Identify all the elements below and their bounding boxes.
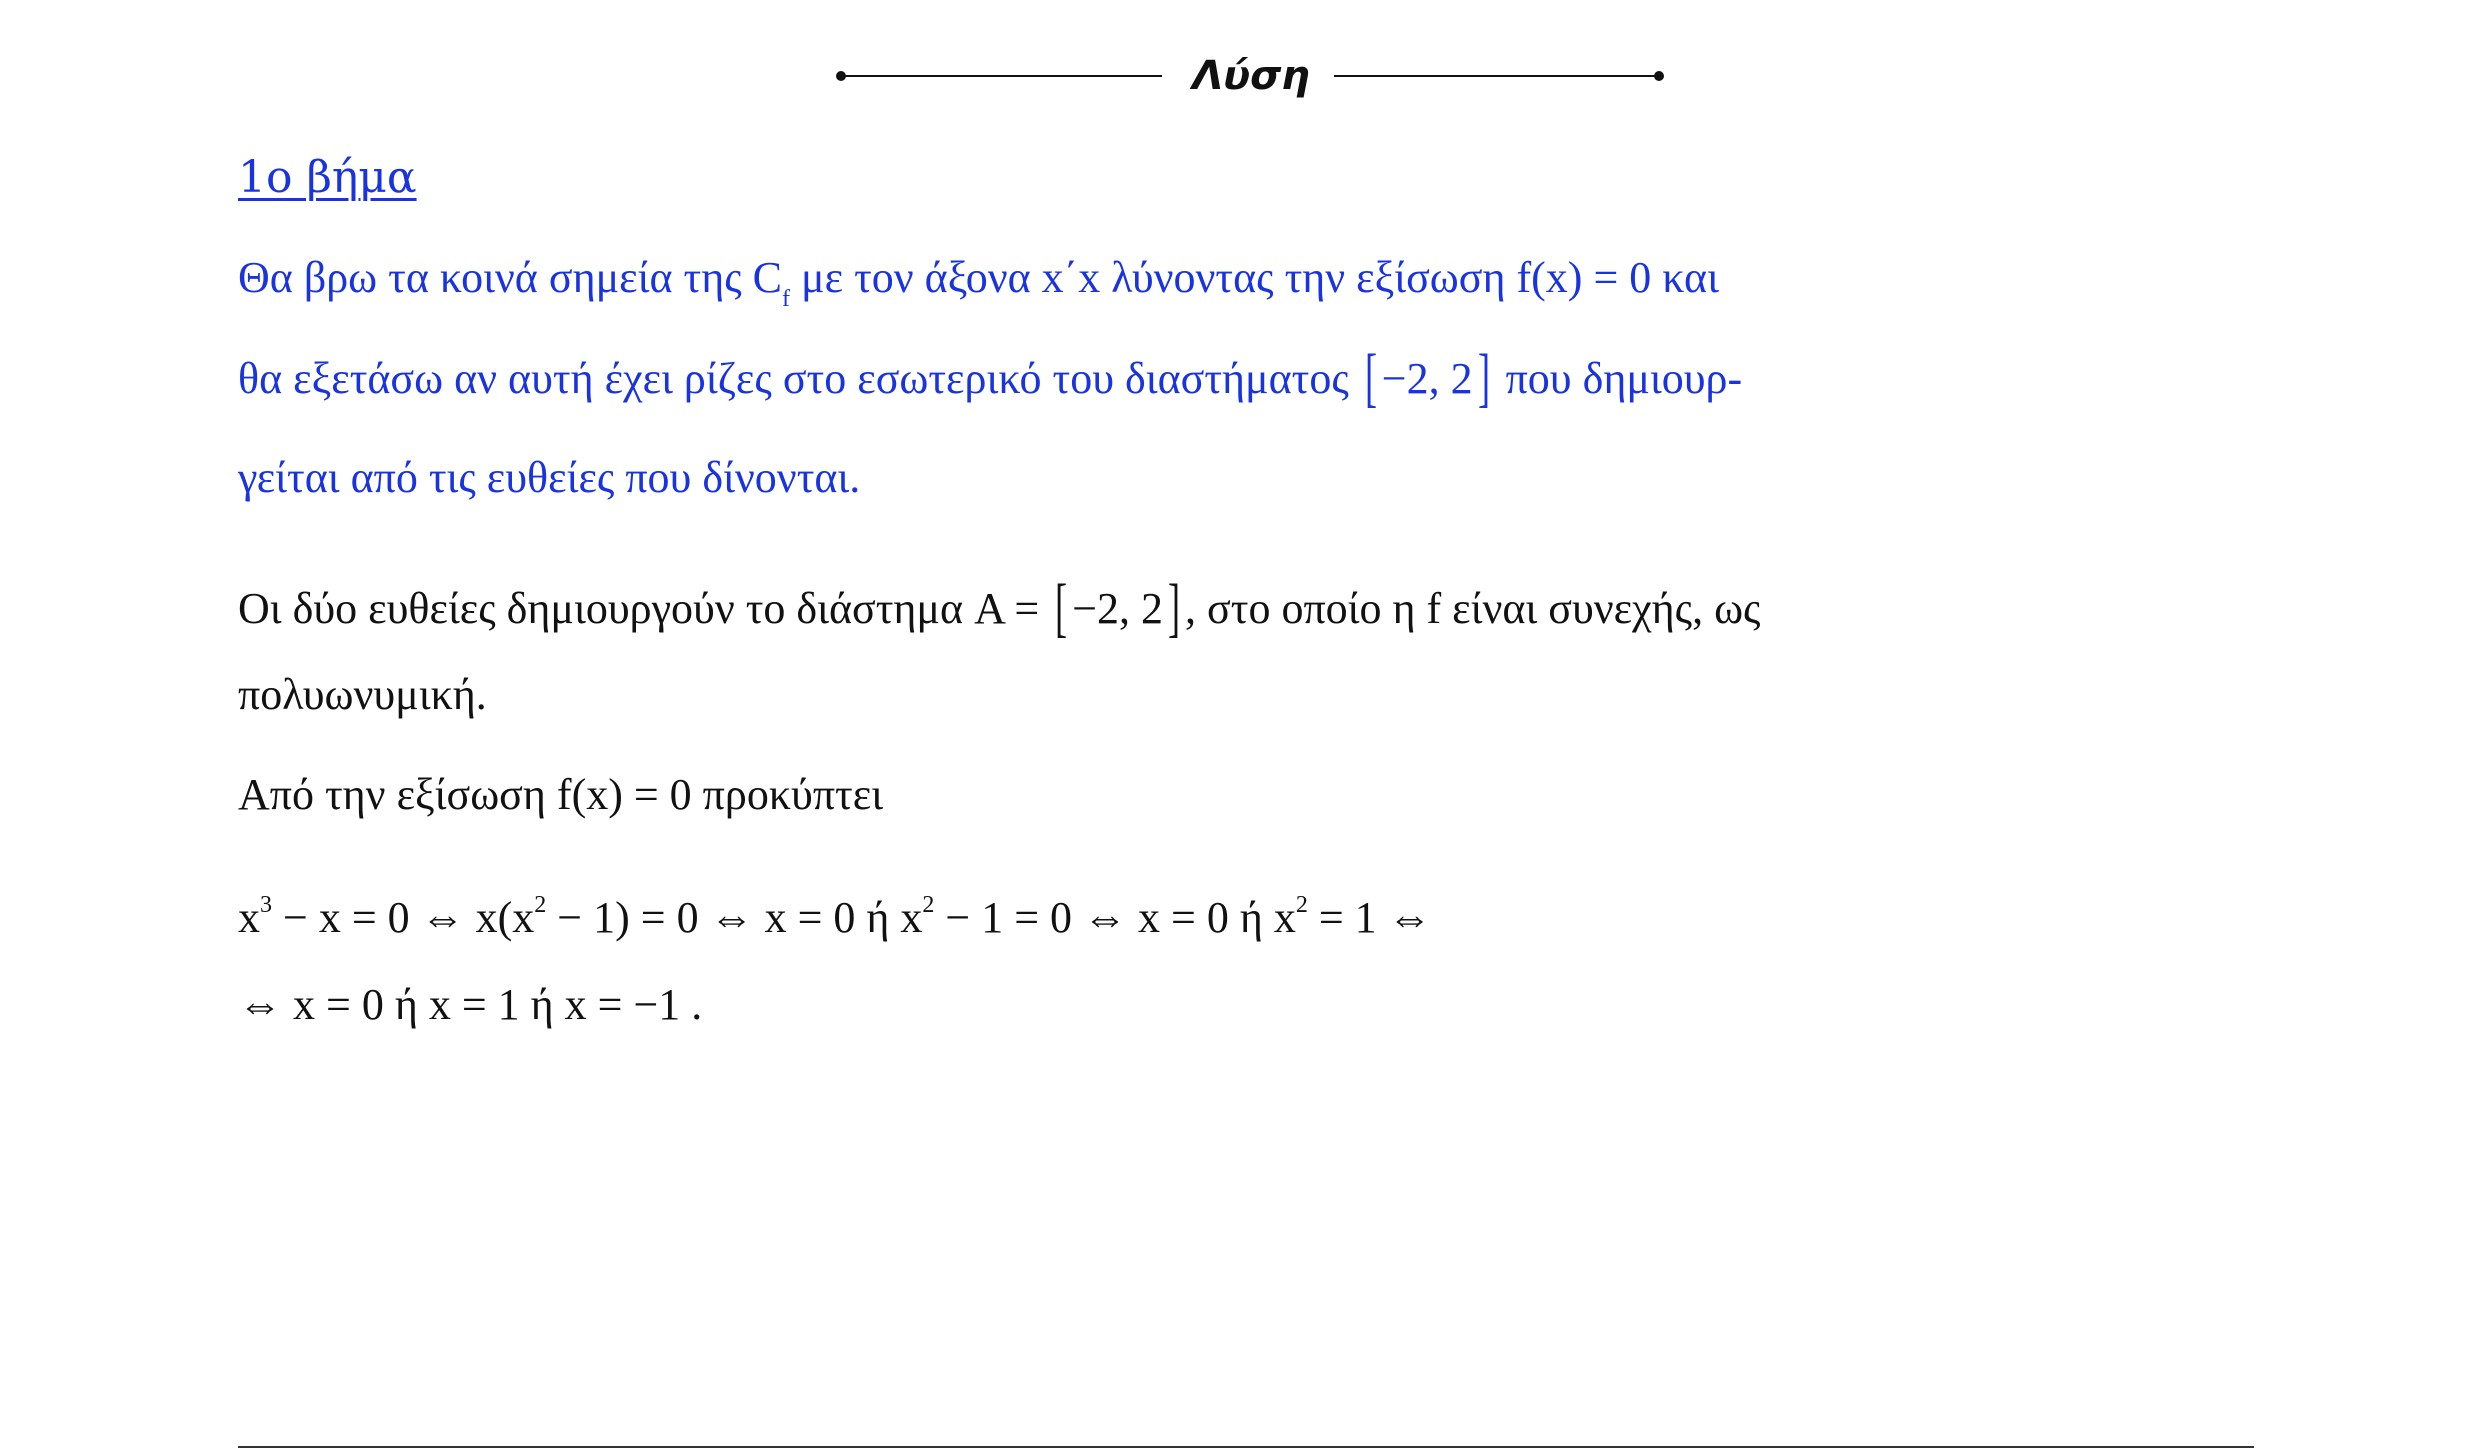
eq1-sup-1: 3 — [260, 892, 272, 918]
body-paragraph-2: Από την εξίσωση f(x) = 0 προκύπτει — [238, 770, 884, 819]
body-paragraph-1-line-2: πολυωνυμική. — [238, 670, 487, 719]
eq1-sup-4: 2 — [1295, 892, 1308, 918]
body-interval: −2, 2 — [1072, 584, 1164, 633]
solution-header — [836, 46, 1666, 106]
step-line-2 — [238, 341, 1743, 414]
eq1-sup-3: 2 — [922, 892, 935, 918]
header-rule-left — [842, 75, 1162, 77]
solution-title: Λύση — [1192, 53, 1310, 99]
header-rule-right — [1334, 75, 1658, 77]
step-line-2-rest: που δημιουρ- — [1494, 354, 1743, 403]
step-title: 1ο βήμα — [238, 152, 417, 203]
body-p1-rest: , στο οποίο η f είναι συνεχής, ως — [1185, 584, 1761, 633]
equation-line-2: ⇔ x = 0 ή x = 1 ή x = −1 . — [238, 980, 703, 1029]
step-line-2-text: θα εξετάσω αν αυτή έχει ρίζες στο εσωτερικό του διαστήματος — [238, 354, 1360, 403]
eq1-term-5: = 1 ⇔ — [1307, 893, 1432, 942]
step-line-1 — [238, 248, 1719, 312]
body-paragraph-1 — [238, 571, 1761, 644]
step-interval: −2, 2 — [1381, 354, 1473, 403]
left-bracket-icon: [ — [1364, 341, 1377, 414]
eq1-term-1: x — [238, 893, 260, 942]
step-line-1-rest: με τον άξονα x΄x λύνοντας την εξίσωση f(x) = 0 και — [790, 253, 1719, 302]
equation-line-1 — [238, 875, 1432, 942]
footer-rule — [238, 1446, 2254, 1448]
right-bracket-icon: ] — [1477, 341, 1490, 414]
eq1-term-2: − x = 0 ⇔ x(x — [272, 893, 535, 942]
eq1-term-3: − 1) = 0 ⇔ x = 0 ή x — [546, 893, 923, 942]
step-line-1-text: Θα βρω τα κοινά σημεία της C — [238, 253, 783, 302]
step-line-3: γείται από τις ευθείες που δίνονται. — [238, 453, 861, 502]
step-line-1-subscript: f — [782, 286, 791, 312]
eq1-sup-2: 2 — [534, 892, 547, 918]
header-rule-right-dot — [1654, 71, 1664, 81]
body-p1-text: Οι δύο ευθείες δημιουργούν το διάστημα A = — [238, 584, 1051, 633]
eq1-term-4: − 1 = 0 ⇔ x = 0 ή x — [934, 893, 1296, 942]
left-bracket-icon: [ — [1055, 571, 1068, 644]
right-bracket-icon: ] — [1168, 571, 1181, 644]
